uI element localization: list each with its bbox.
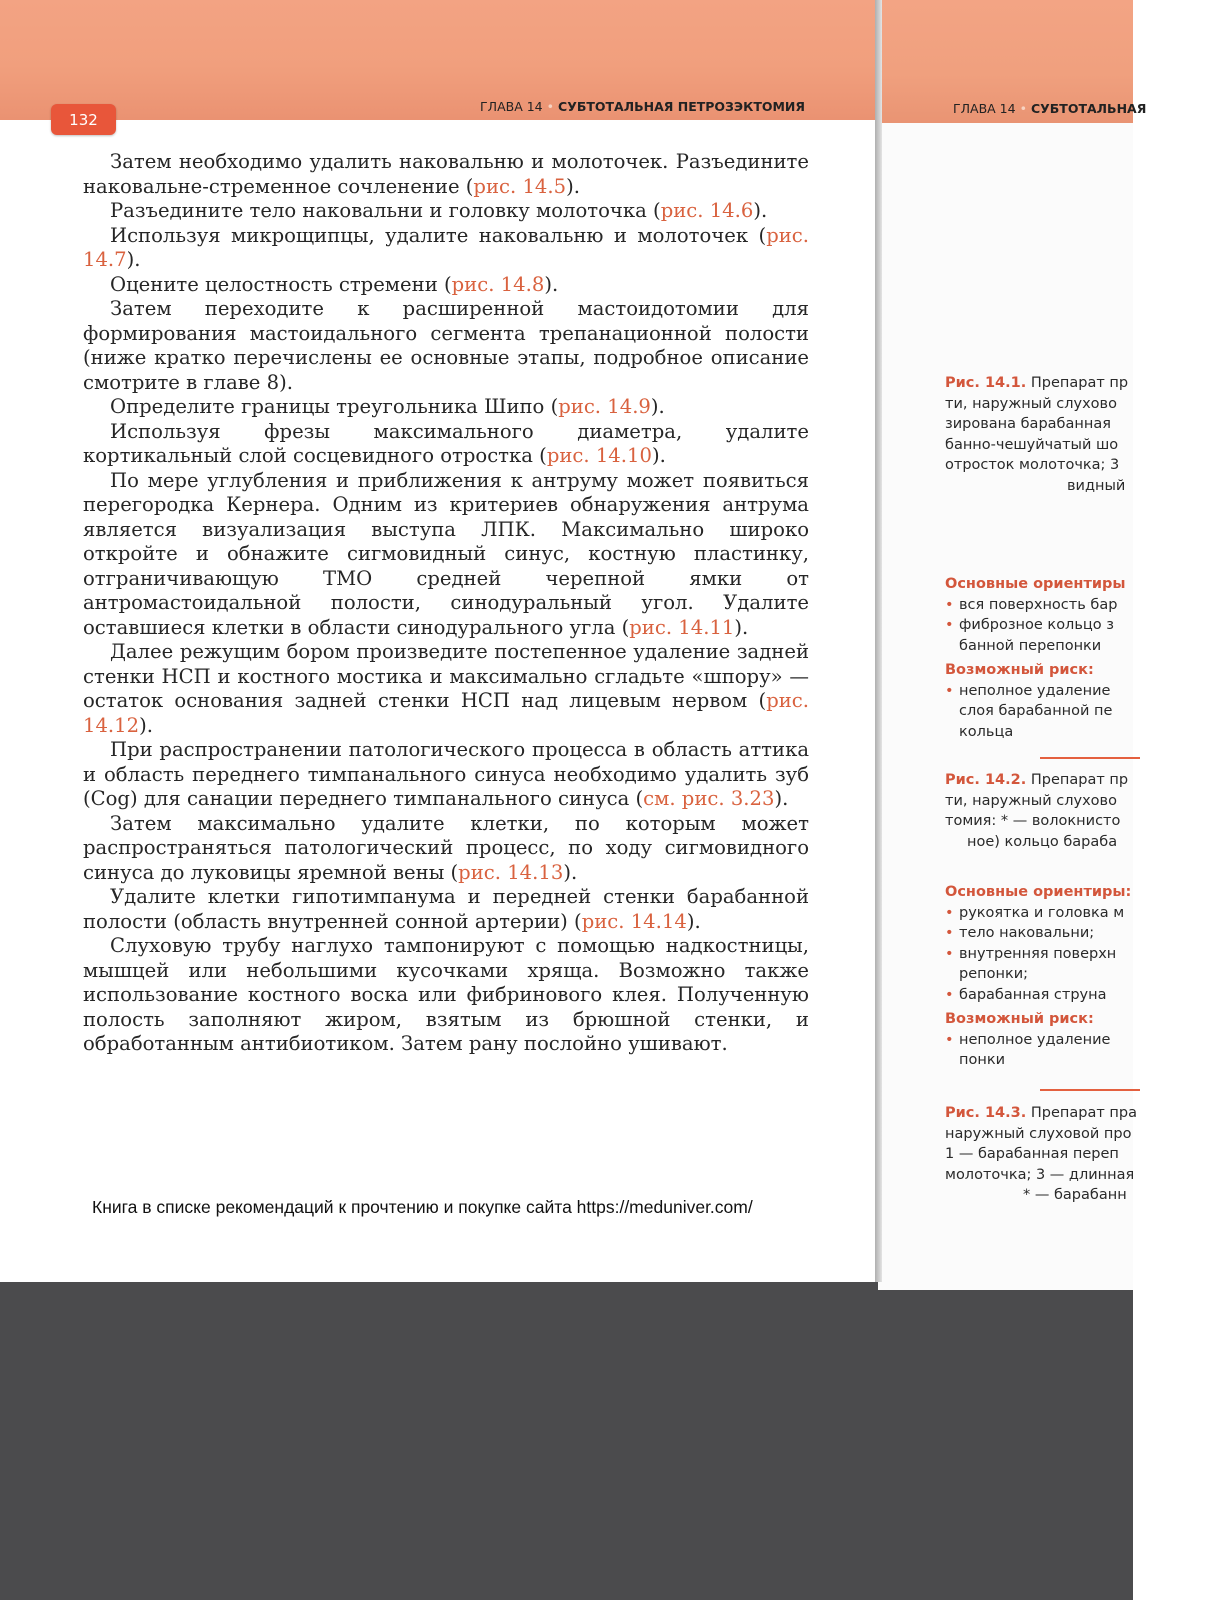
sidebar-list-item [945,722,1205,743]
header-dot-icon: • [546,99,555,114]
figure-reference-link[interactable]: рис. 14.7 [83,223,809,271]
bullet-icon: • [945,986,954,1003]
body-paragraph [83,224,809,273]
body-paragraph [83,738,809,812]
sidebar-item-text: внутренняя поверхн [959,945,1117,962]
scanner-bed [0,1282,1133,1600]
caption-line [945,832,1205,853]
figure-reference-link[interactable]: рис. 14.11 [629,615,735,639]
caption-line [945,435,1205,456]
paragraph-text: По мере углубления и приближения к антруму может появиться перегородка Кернера. Одним из критериев обнаружения антрума является визуализация выступа ЛПК. Максимально широко откройте и обнажите сигмовидный синус, костную пластинку, отграничивающую ТМО средней черепной ямки от антромастоидальной полости, синодуральный угол. Удалите оставшиеся клетки в области синодурального угла ( [83,468,809,639]
sidebar-item-text: репонки; [959,966,1029,982]
paragraph-text: Далее режущим бором произведите постепенное удаление задней стенки НСП и костного мостика и максимально сгладьте «шпору» — остаток основания задней стенки НСП над лицевым нервом ( [83,640,809,712]
footer-note: Книга в списке рекомендаций к прочтению и покупке сайта https://meduniver.com/ [92,1197,753,1217]
body-paragraph [83,420,809,469]
sidebar-item-text: барабанная струна [959,986,1107,1003]
paragraph-text: Слуховую трубу наглухо тампонируют с помощью надкостницы, мышцей или небольшими кусочками хряща. Возможно также использование костного воска или фибринового клея. Полученную полость заполняют жиром, взятым из брюшной стенки, и обработанным антибиотиком. Затем рану послойно ушивают. [83,934,809,1055]
caption-line [945,1185,1205,1206]
sidebar-item-text: вся поверхность бар [959,596,1118,613]
paragraph-text: Затем переходите к расширенной мастоидотомии для формирования мастоидального сегмента трепанационной полости (ниже кратко перечислены ее основные этапы, подробное описание смотрите в главе 8). [83,297,809,394]
sidebar-list-item [945,615,1205,636]
caption-line [945,414,1205,435]
caption-label: Рис. 14.2. [945,772,1027,788]
sidebar-item-text: кольца [959,723,1014,740]
bullet-icon: • [945,682,954,699]
figure-caption-14-3 [945,1103,1205,1206]
paragraph-text: При распространении патологического процесса в область аттика и область переднего тимпанального синуса необходимо удалить зуб (Cog) для санации переднего тимпанального синуса ( [83,738,809,810]
caption-line [945,1144,1205,1165]
landmarks-heading: Основные ориентиры [945,576,1126,592]
bullet-icon: • [945,617,954,633]
caption-line [945,1124,1205,1145]
paragraph-text: ). [544,272,559,296]
paragraph-text: Используя фрезы максимального диаметра, удалите кортикальный слой сосцевидного отростка ( [83,419,809,467]
sidebar-list-item [945,923,1205,944]
header-dot-icon: • [1019,101,1027,116]
paragraph-text: Разъедините тело наковальни и головку молоточка ( [110,199,661,222]
risk-heading: Возможный риск: [945,1011,1094,1027]
caption-line [945,1165,1205,1186]
caption-line [945,1103,1205,1124]
paragraph-text: Используя микрощипцы, удалите наковальню и молоточек ( [110,223,767,247]
sidebar-list-item [945,1050,1205,1071]
paragraph-text: ). [734,615,749,639]
caption-text: Препарат пра [1030,1105,1137,1121]
risk-heading: Возможный риск: [945,662,1094,678]
sidebar-item-text: банной перепонки [959,637,1102,654]
caption-text: ное) кольцо бараба [967,833,1118,850]
caption-text: томия: * — волокнисто [945,813,1121,829]
body-paragraph [83,812,809,886]
figure-reference-link[interactable]: рис. 14.14 [581,909,687,933]
left-header-title: СУБТОТАЛЬНАЯ ПЕТРОЗЭКТОМИЯ [558,99,805,114]
figure-reference-link[interactable]: рис. 14.10 [546,444,652,467]
body-paragraph [83,395,809,420]
caption-text: отросток молоточка; 3 [945,457,1120,473]
caption-line [945,373,1205,394]
right-header-title: СУБТОТАЛЬНАЯ [1030,101,1147,116]
caption-text: молоточка; 3 — длинная [945,1166,1135,1183]
paragraph-text: ). [753,199,768,222]
paragraph-text: Затем максимально удалите клетки, по которым может распространяться патологический процесс, по ходу сигмовидного синуса до луковицы яремной вены ( [83,811,809,884]
figure-reference-link[interactable]: рис. 14.5 [473,174,567,198]
right-header-chapter: ГЛАВА 14 [953,101,1016,116]
bullet-icon: • [945,945,954,962]
paragraph-text: Удалите клетки гипотимпанума и передней стенки барабанной полости (область внутренней сонной артерии) ( [83,885,809,933]
body-paragraph [83,469,809,641]
sidebar-item-text: слоя барабанной пе [959,703,1113,719]
caption-line [945,455,1205,476]
body-paragraph [83,199,809,224]
sidebar-list-item [945,964,1205,985]
paragraph-text: ). [126,248,141,271]
sidebar-list-item [945,985,1205,1006]
sidebar-list-item [945,903,1205,924]
body-paragraph [83,885,809,934]
caption-text: Препарат пр [1030,375,1129,391]
caption-text: 1 — барабанная переп [945,1146,1119,1162]
figure-reference-link[interactable]: рис. 14.9 [558,395,651,418]
paragraph-text: ). [774,787,789,810]
right-running-header [953,101,1146,116]
left-header-chapter: ГЛАВА 14 [480,99,543,114]
figure-reference-link[interactable]: рис. 14.6 [660,199,754,222]
caption-line [945,791,1205,812]
bullet-icon: • [945,925,954,941]
body-paragraph [83,297,809,395]
sidebar-item-text: неполное удаление [959,682,1111,699]
sidebar-item-text: рукоятка и головка м [959,904,1125,921]
caption-label: Рис. 14.3. [945,1105,1027,1121]
caption-text: ти, наружный слухово [945,792,1117,809]
sidebar-item-text: тело наковальни; [959,925,1095,941]
body-paragraph [83,934,809,1057]
paragraph-text: ). [566,174,580,198]
page-number: 132 [69,110,98,129]
sidebar-list-item [945,1030,1205,1051]
caption-line [945,476,1205,497]
sidebar-list-item [945,681,1205,702]
body-paragraph [83,273,809,298]
caption-text: наружный слуховой про [945,1125,1132,1142]
body-paragraph [83,150,809,199]
figure-caption-14-2 [945,770,1205,852]
paragraph-text: Определите границы треугольника Шипо ( [110,395,559,418]
page-number-badge [51,104,116,135]
caption-line [945,770,1205,791]
figure-reference-link[interactable]: рис. 14.12 [83,689,809,737]
caption-text: * — барабанн [1023,1187,1127,1203]
paragraph-text: ). [651,444,666,467]
caption-line [945,811,1205,832]
caption-label: Рис. 14.1. [945,375,1027,391]
sidebar-list-item [945,701,1205,722]
body-text [83,150,809,1057]
figure-caption-14-1 [945,373,1205,496]
caption-text: Препарат пр [1030,772,1129,788]
sidebar-divider [1040,757,1140,759]
sidebar-item-text: неполное удаление [959,1031,1111,1048]
paragraph-text: ). [563,860,578,884]
figure-reference-link[interactable]: рис. 14.8 [451,272,545,296]
caption-text: видный [1067,477,1126,494]
caption-text: ти, наружный слухово [945,395,1117,412]
caption-text: банно-чешуйчатый шо [945,436,1119,453]
sidebar-item-text: понки [959,1052,1006,1068]
sidebar-list-item [945,595,1205,616]
sidebar-list-item [945,636,1205,657]
bullet-icon: • [945,596,954,613]
paragraph-text: ). [686,909,701,933]
caption-line [945,394,1205,415]
sidebar-divider [1040,1089,1140,1091]
paragraph-text: ). [139,713,153,737]
landmarks-heading: Основные ориентиры: [945,884,1132,900]
bullet-icon: • [945,904,954,921]
body-paragraph [83,640,809,738]
sidebar-landmarks-risks-2 [945,882,1205,1071]
caption-text: зирована барабанная [945,416,1111,432]
sidebar-list-item [945,944,1205,965]
bullet-icon: • [945,1031,954,1048]
paragraph-text: Затем необходимо удалить наковальню и молоточек. Разъедините наковальне-стременное сочленение ( [83,150,809,198]
sidebar-landmarks-risks-1 [945,574,1205,742]
sidebar-item-text: фиброзное кольцо з [959,617,1114,633]
figure-reference-link[interactable]: см. рис. 3.23 [643,787,775,810]
paragraph-text: ). [650,395,665,418]
left-running-header [480,99,805,114]
paragraph-text: Оцените целостность стремени ( [110,272,452,296]
figure-reference-link[interactable]: рис. 14.13 [458,860,564,884]
